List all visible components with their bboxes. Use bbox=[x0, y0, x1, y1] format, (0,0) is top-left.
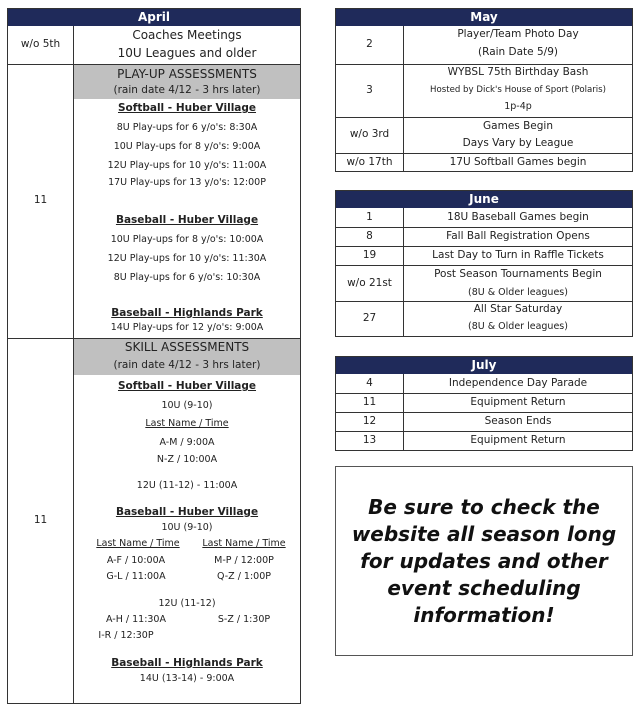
may-row-divider bbox=[336, 64, 632, 65]
july-header: July bbox=[336, 357, 632, 374]
july-line: Season Ends bbox=[484, 415, 552, 427]
may-date: w/o 17th bbox=[346, 156, 393, 168]
may-header: May bbox=[336, 9, 632, 26]
june-date: w/o 21st bbox=[347, 277, 392, 289]
may-line: 17U Softball Games begin bbox=[449, 156, 587, 168]
july-line: Equipment Return bbox=[470, 434, 566, 446]
june-table bbox=[335, 190, 633, 337]
playup-item: 17U Play-ups for 13 y/o's: 12:00P bbox=[108, 177, 266, 188]
july-table bbox=[335, 356, 633, 451]
skill-softball-10u: 10U (9-10) bbox=[161, 400, 213, 411]
skill-baseball-10u: 10U (9-10) bbox=[161, 522, 213, 533]
june-row-divider bbox=[336, 265, 632, 266]
skill-baseball-title: Baseball - Huber Village bbox=[115, 506, 259, 518]
july-line: Equipment Return bbox=[470, 396, 566, 408]
april-row1-line2: 10U Leagues and older bbox=[117, 46, 257, 60]
july-date: 11 bbox=[362, 396, 377, 408]
skill-highlands-title: Baseball - Highlands Park bbox=[111, 657, 263, 669]
july-row-divider bbox=[336, 412, 632, 413]
june-row-divider bbox=[336, 301, 632, 302]
july-row-divider bbox=[336, 431, 632, 432]
july-date: 4 bbox=[366, 377, 373, 389]
playup-item: 10U Play-ups for 8 y/o's: 9:00A bbox=[113, 141, 261, 152]
playup-item: 8U Play-ups for 6 y/o's: 10:30A bbox=[113, 272, 261, 283]
skill-header: SKILL ASSESSMENTS bbox=[124, 340, 250, 354]
april-table bbox=[7, 8, 301, 704]
april-row1-date: w/o 5th bbox=[20, 38, 61, 50]
playup-softball-title: Softball - Huber Village bbox=[117, 102, 257, 114]
may-line: Player/Team Photo Day bbox=[457, 28, 579, 40]
skill-highlands-14u: 14U (13-14) - 9:00A bbox=[139, 673, 235, 684]
playup-item: 10U Play-ups for 8 y/o's: 10:00A bbox=[110, 234, 264, 245]
may-row-divider bbox=[336, 117, 632, 118]
skill-baseball-qz: Q-Z / 1:00P bbox=[217, 571, 271, 582]
june-line: (8U & Older leagues) bbox=[468, 321, 568, 332]
june-line: Fall Ball Registration Opens bbox=[446, 230, 590, 242]
may-line: (Rain Date 5/9) bbox=[478, 46, 558, 58]
june-line: 18U Baseball Games begin bbox=[447, 211, 589, 223]
reminder-note bbox=[335, 466, 633, 656]
may-line: Games Begin bbox=[483, 120, 553, 132]
may-line: Days Vary by League bbox=[462, 137, 574, 149]
skill-date: 11 bbox=[33, 514, 48, 526]
skill-baseball-mp: M-P / 12:00P bbox=[214, 555, 274, 566]
playup-baseball-huber-title: Baseball - Huber Village bbox=[115, 214, 259, 226]
june-line: Last Day to Turn in Raffle Tickets bbox=[432, 249, 604, 261]
skill-baseball-af: A-F / 10:00A bbox=[106, 555, 166, 566]
july-date: 12 bbox=[362, 415, 377, 427]
skill-softball-12u: 12U (11-12) - 11:00A bbox=[136, 480, 238, 491]
playup-subheader: (rain date 4/12 - 3 hrs later) bbox=[113, 84, 261, 96]
playup-date: 11 bbox=[33, 194, 48, 206]
may-date: 3 bbox=[366, 84, 373, 96]
june-row-divider bbox=[336, 246, 632, 247]
june-row-divider bbox=[336, 227, 632, 228]
playup-item: 14U Play-ups for 12 y/o's: 9:00A bbox=[110, 322, 264, 333]
skill-baseball-ir: I-R / 12:30P bbox=[98, 630, 154, 641]
playup-header: PLAY-UP ASSESSMENTS bbox=[117, 67, 257, 81]
skill-softball-am: A-M / 9:00A bbox=[159, 437, 215, 448]
june-date: 27 bbox=[362, 312, 377, 324]
june-date: 8 bbox=[366, 230, 373, 242]
may-row-divider bbox=[336, 153, 632, 154]
playup-item: 12U Play-ups for 10 y/o's: 11:30A bbox=[107, 253, 267, 264]
june-line: All Star Saturday bbox=[473, 303, 563, 315]
may-date: w/o 3rd bbox=[349, 128, 390, 140]
skill-baseball-col1: Last Name / Time bbox=[96, 538, 180, 549]
reminder-text: Be sure to check the website all season long for updates and other event scheduling information! bbox=[351, 494, 617, 627]
playup-highlands-title: Baseball - Highlands Park bbox=[111, 307, 263, 319]
june-header: June bbox=[336, 191, 632, 208]
may-table bbox=[335, 8, 633, 172]
skill-softball-col: Last Name / Time bbox=[145, 418, 229, 429]
may-line: WYBSL 75th Birthday Bash bbox=[447, 66, 589, 78]
skill-baseball-ah: A-H / 11:30A bbox=[106, 614, 166, 625]
april-row1-line1: Coaches Meetings bbox=[132, 28, 242, 42]
skill-baseball-sz: S-Z / 1:30P bbox=[217, 614, 271, 625]
july-line: Independence Day Parade bbox=[448, 377, 588, 389]
skill-subheader: (rain date 4/12 - 3 hrs later) bbox=[113, 359, 261, 371]
skill-softball-title: Softball - Huber Village bbox=[117, 380, 257, 392]
june-line: Post Season Tournaments Begin bbox=[434, 268, 602, 280]
july-row-divider bbox=[336, 393, 632, 394]
skill-baseball-12u: 12U (11-12) bbox=[158, 598, 216, 609]
may-date: 2 bbox=[366, 38, 373, 50]
may-line: Hosted by Dick's House of Sport (Polaris) bbox=[430, 85, 606, 95]
skill-baseball-gl: G-L / 11:00A bbox=[106, 571, 166, 582]
june-date: 19 bbox=[362, 249, 377, 261]
july-date: 13 bbox=[362, 434, 377, 446]
june-date: 1 bbox=[366, 211, 373, 223]
june-line: (8U & Older leagues) bbox=[468, 287, 568, 298]
april-header: April bbox=[8, 9, 300, 26]
playup-item: 12U Play-ups for 10 y/o's: 11:00A bbox=[107, 160, 267, 171]
may-line: 1p-4p bbox=[504, 101, 532, 112]
playup-item: 8U Play-ups for 6 y/o's: 8:30A bbox=[116, 122, 258, 133]
skill-baseball-col2: Last Name / Time bbox=[202, 538, 286, 549]
skill-softball-nz: N-Z / 10:00A bbox=[156, 454, 218, 465]
